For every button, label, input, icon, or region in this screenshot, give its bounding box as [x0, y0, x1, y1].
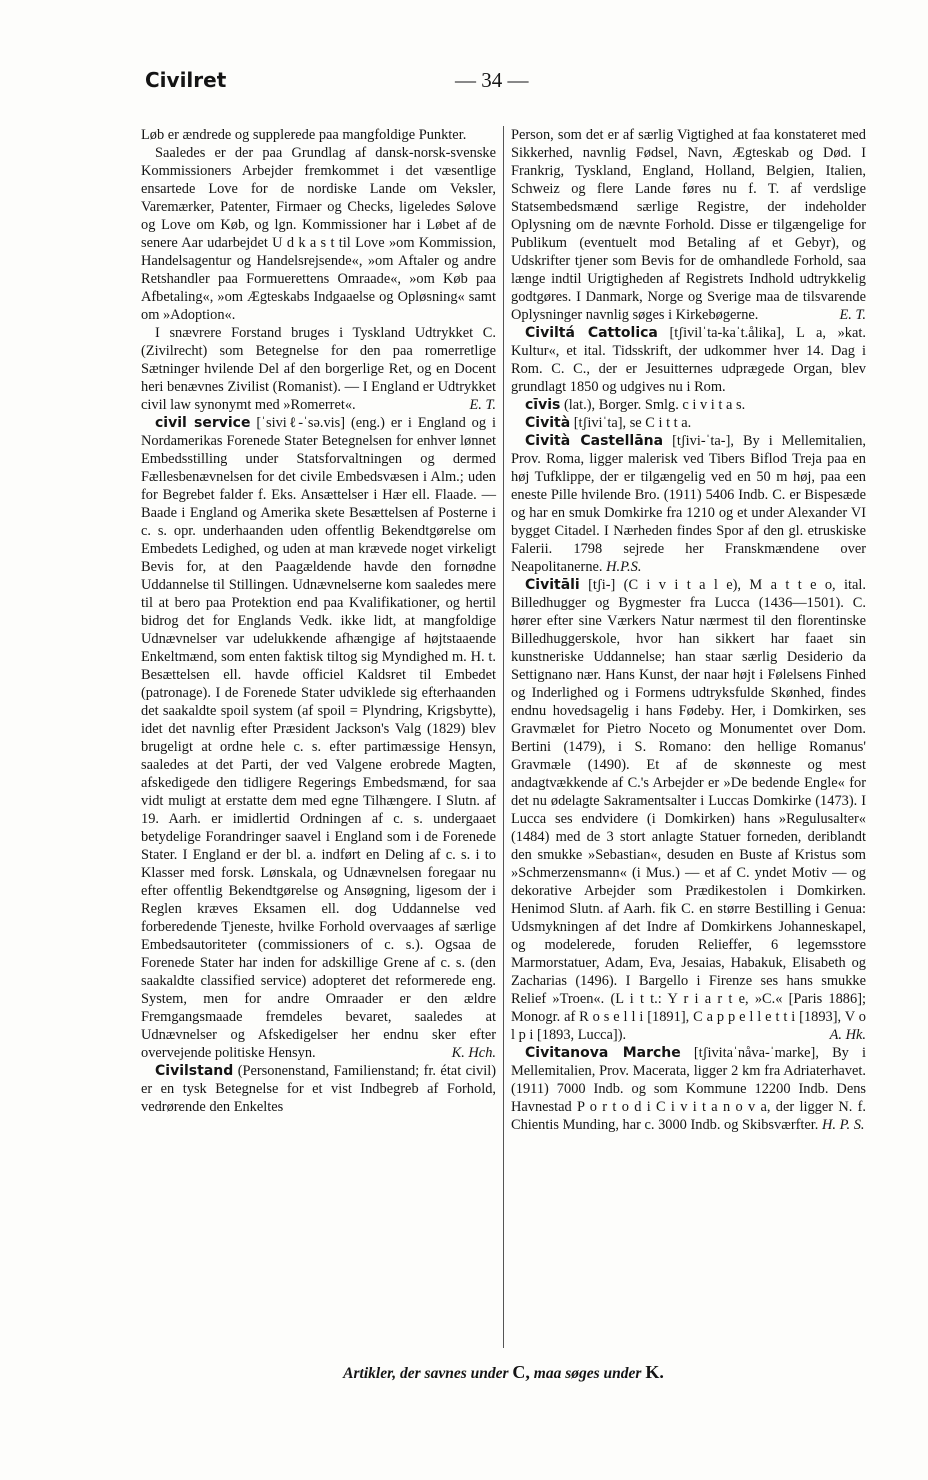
paragraph	[141, 324, 496, 414]
entry-text: [tʃiviˈta], se C i t t a.	[573, 415, 692, 431]
running-headword: Civilret	[145, 68, 227, 92]
page-number: — 34 —	[455, 68, 529, 92]
entry-civita-castellana	[511, 432, 866, 576]
entry-headword: Civiltá Cattolica	[525, 325, 658, 341]
entry-text: [tʃivitaˈnåva-ˈmarke], By i Mellemitalien, Prov. Macerata, ligger 2 km fra Adriaterhavet. (1911) 7000 Indb. og som Kommune 12200 Indb. Dens Havnestad P o r t o d i C i v i t a n o v a, der ligger N. f. Chientis Munding, har c. 3000 Indb. og Skibsværfter.	[511, 1045, 866, 1133]
author-signature: E. T.	[839, 307, 866, 323]
entry-text: (Personenstand, Familienstand; fr. état civil) er en tysk Betegnelse for et vist Indbegreb af Forhold, vedrørende den Enkeltes	[141, 1063, 496, 1115]
entry-civita	[511, 414, 866, 432]
entry-headword: Cività	[525, 415, 571, 431]
author-signature: H. P. S.	[822, 1117, 865, 1133]
entry-headword: Civilstand	[155, 1063, 234, 1079]
continued-paragraph: Løb er ændrede og supplerede paa mangfoldige Punkter.	[141, 127, 467, 143]
entry-headword: Civitāli	[525, 577, 580, 593]
entry-headword: cīvis	[525, 397, 561, 413]
entry-civilstand	[141, 1062, 496, 1116]
entry-civil-service	[141, 414, 496, 1062]
footer-text: maa søges under	[533, 1365, 642, 1382]
entry-text: [tʃivi-ˈta-], By i Mellemitalien, Prov. Roma, ligger malerisk ved Tibers Biflod Treja paa en høj Tufklippe, der er tilgængelig ved en 50 m høj, paa een eneste Pille hvilende Bro. (1911) 5406 Indb. C. er Bispesæde og har en smuk Domkirke fra 1210 og et under Alexander VI bygget Citadel. I Nærheden findes Spor af den gl. etruskiske Falerii. 1798 sejrede her Franskmændene over Neapolitanerne.	[511, 433, 866, 575]
footer-letter-k: K.	[645, 1362, 664, 1382]
running-head	[145, 68, 895, 98]
entry-headword: civil service	[155, 415, 251, 431]
paragraph-text: Person, som det er af særlig Vigtighed at faa konstateret med Sikkerhed, navnlig Fødsel, Navn, Ægteskab og Død. I Frankrig, Tyskland, England, Holland, Belgien, Italien, Schweiz og flere Lande føres nu f. T. af verdslige Statsembedsmænd særlige Registre, der indeholder Oplysning om de nævnte Forhold. Disse er tilgængelige for Publikum (eventuelt mod Betaling af et Gebyr), og Udskrifter tjener som Bevis for de omhandlede Forhold, saa længe indtil Urigtigheden af Registrets Indhold udtrykkelig godtgøres. I Danmark, Norge og Sverige maa de tilsvarende Oplysninger navnlig søges i Kirkebøgerne.	[511, 127, 866, 323]
entry-headword: Cività Castellāna	[525, 433, 664, 449]
footer-text: Artikler, der savnes under	[343, 1365, 509, 1382]
paragraph-text: I snævrere Forstand bruges i Tyskland Udtrykket C. (Zivilrecht) som Betegnelse for den paa romerretlige Sætninger hvilende Del af den borgerlige Ret, og en Docent heri benævnes Zivilist (Romanist). — I England er Udtrykket civil law synonymt med »Romerret«.	[141, 325, 496, 413]
entry-civitali	[511, 576, 866, 1044]
author-signature: E. T.	[469, 397, 496, 413]
right-column	[511, 126, 866, 1134]
entry-text: (lat.), Borger. Smlg. c i v i t a s.	[563, 397, 746, 413]
entry-civis	[511, 396, 866, 414]
entry-text: [tʃivilˈta-kaˈt.ålika], L a, »kat. Kultur«, et ital. Tidsskrift, der udkommer hver 14. Dag i Rom. C. C., der er Jesuitternes udprægede Organ, blev grundlagt 1850 og udgives nu i Rom.	[511, 325, 866, 395]
author-signature: K. Hch.	[451, 1045, 496, 1061]
column-divider	[503, 126, 504, 1348]
entry-civilta-cattolica	[511, 324, 866, 396]
page-footer-note	[141, 1362, 866, 1383]
footer-letter-c: C,	[512, 1362, 530, 1382]
entry-civitanova-marche	[511, 1044, 866, 1134]
entry-headword: Civitanova Marche	[525, 1045, 681, 1061]
continued-paragraph	[511, 126, 866, 324]
author-signature: H.P.S.	[606, 559, 642, 575]
entry-text: [ˈsiviℓ-ˈsə.vis] (eng.) er i England og i Nordamerikas Forenede Stater Betegnelsen for enhver lønnet Embedsstilling under Statsforvaltningen og dermed Fællesbenævnelsen for det civile Embedsvæsen i Alm.; uden for Begrebet falder f. Eks. Ansættelser i Hær ell. Flaade. — Baade i England og Amerika skete Besættelsen af Posterne i c. s. opr. underhaanden uden offentlig Bekendtgørelse om Embedets Ledighed, og uden at man krævede noget virkeligt Bevis for, at den Paagældende havde den fornødne Uddannelse til Stillingen. Udnævnelserne kom saaledes mere til at bero paa Protektion end paa Kvalifikationer, og hertil bidrog det for Englands Vedk. ikke lidt, at mangfoldige Udnævnelser var udelukkende afhængige af højtstaaende Enkeltmænd, som enten faktisk tiltog sig Myndighed m. H. t. Besættelsen ell. havde officiel Kaldsret til Embedet (patronage). I de Forenede Stater udviklede sig efterhaanden det saakaldte spoil system (af spoil = Plyndring, Krigsbytte), idet det navnlig efter Præsident Jackson's Valg (1829) blev brugeligt at ordne hele c. s. efter partimæssige Hensyn, saaledes at det Parti, der ved Valgene erobrede Magten, afskedigede den tidligere Regerings Embedsmænd, for saa vidt muligt at erstatte dem med egne Tilhængere. I Slutn. af 19. Aarh. er imidlertid Ordningen af c. s. undergaaet betydelige Forandringer saavel i England som i de Forenede Stater. I England er der bl. a. indført en Deling af c. s. i to Klasser med forsk. Lønskala, og Udnævnelsen foregaar nu efter offentlig Bekendtgørelse og Ansøgning, ligesom der i Reglen kræves Eksamen ell. dog Uddannelse ved forberedende Tjeneste, hvilke Forhold overvaages af særlige Embedsautoriteter (commissioners of c. s.). Ogsaa de Forenede Stater har inden for adskillige Grene af c. s. (den saakaldte classified service) adopteret det reformerede eng. System, men for andre Omraader er den ældre Fremgangsmaade fremdeles bevaret, saaledes at Udnævnelser og Afskedigelser her endnu sker efter overvejende politiske Hensyn.	[141, 415, 496, 1061]
entry-text: [tʃi-] (C i v i t a l e), M a t t e o, ital. Billedhugger og Bygmester fra Lucca (1436—1501). C. hører efter sine Værkers Natur nærmest til den florentinske Billedhuggerskole, hvor han sikkert har faaet sin kunstneriske Uddannelse; han staar særlig Desiderio da Settignano nær. Hans Kunst, der naar højt i Følelsens Finhed og Inderlighed og i Formens udtryksfulde Skønhed, findes endnu hovedsagelig i hans Fødeby. Her, i Domkirken, ses Gravmælet for Pietro Noceto og Monumentet over Dom. Bertini (1479), i S. Romano: den hellige Romanus' Gravmæle (1490). Et af de skønneste og mest andagtvækkende af C.'s Arbejder er »De bedende Engle« for det nu ødelagte Sakramentsalter i Luccas Domkirke (1473). I Lucca ses endvidere (i Domkirken) hans »Regulusalter« (1484) med de 3 stort anlagte Statuer forneden, deriblandt den smukke »Sebastian«, desuden en Buste af Kristus som »Schmerzensmann« (i Mus.) — et af C. yndet Motiv — og dekorative Arbejder som Prædikestolen i Domkirken. Henimod Slutn. af Aarh. fik C. en større Bestilling i Genua: Udsmykningen af det Indre af Domkirkens Johanneskapel, og modelerede, foruden Relieffer, 6 legemsstore Marmorstatuer, Adam, Eva, Jesaias, Habakuk, Elisabeth og Zacharias (1496). I Bargello i Firenze ses hans smukke Relief »Troen«. (L i t t.: Y r i a r t e, »C.« [Paris 1886]; Monogr. af R o s e l l i [1891], C a p p e l l e t t i [1893], V o l p i [1893, Lucca]).	[511, 577, 866, 1043]
left-column	[141, 126, 496, 1116]
author-signature: A. Hk.	[829, 1027, 866, 1043]
paragraph: Saaledes er der paa Grundlag af dansk-norsk-svenske Kommissioners Arbejder fremkommet i det væsentlige ensartede Love for de nordiske Lande om Veksler, Varemærker, Patenter, Firmaer og Checks, ligeledes Sølove og Love om Køb, og lgn. Kommissioner har i Løbet af de senere Aar udarbejdet U d k a s t til Love »om Kommission, Handelsagentur og Handelsrejsende«, »om Aftaler og andre Retshandler paa Formuerettens Omraade«, »om Køb paa Afbetaling«, »om Ægteskabs Indgaaelse og Opløsning« samt om »Adoption«.	[141, 145, 496, 323]
